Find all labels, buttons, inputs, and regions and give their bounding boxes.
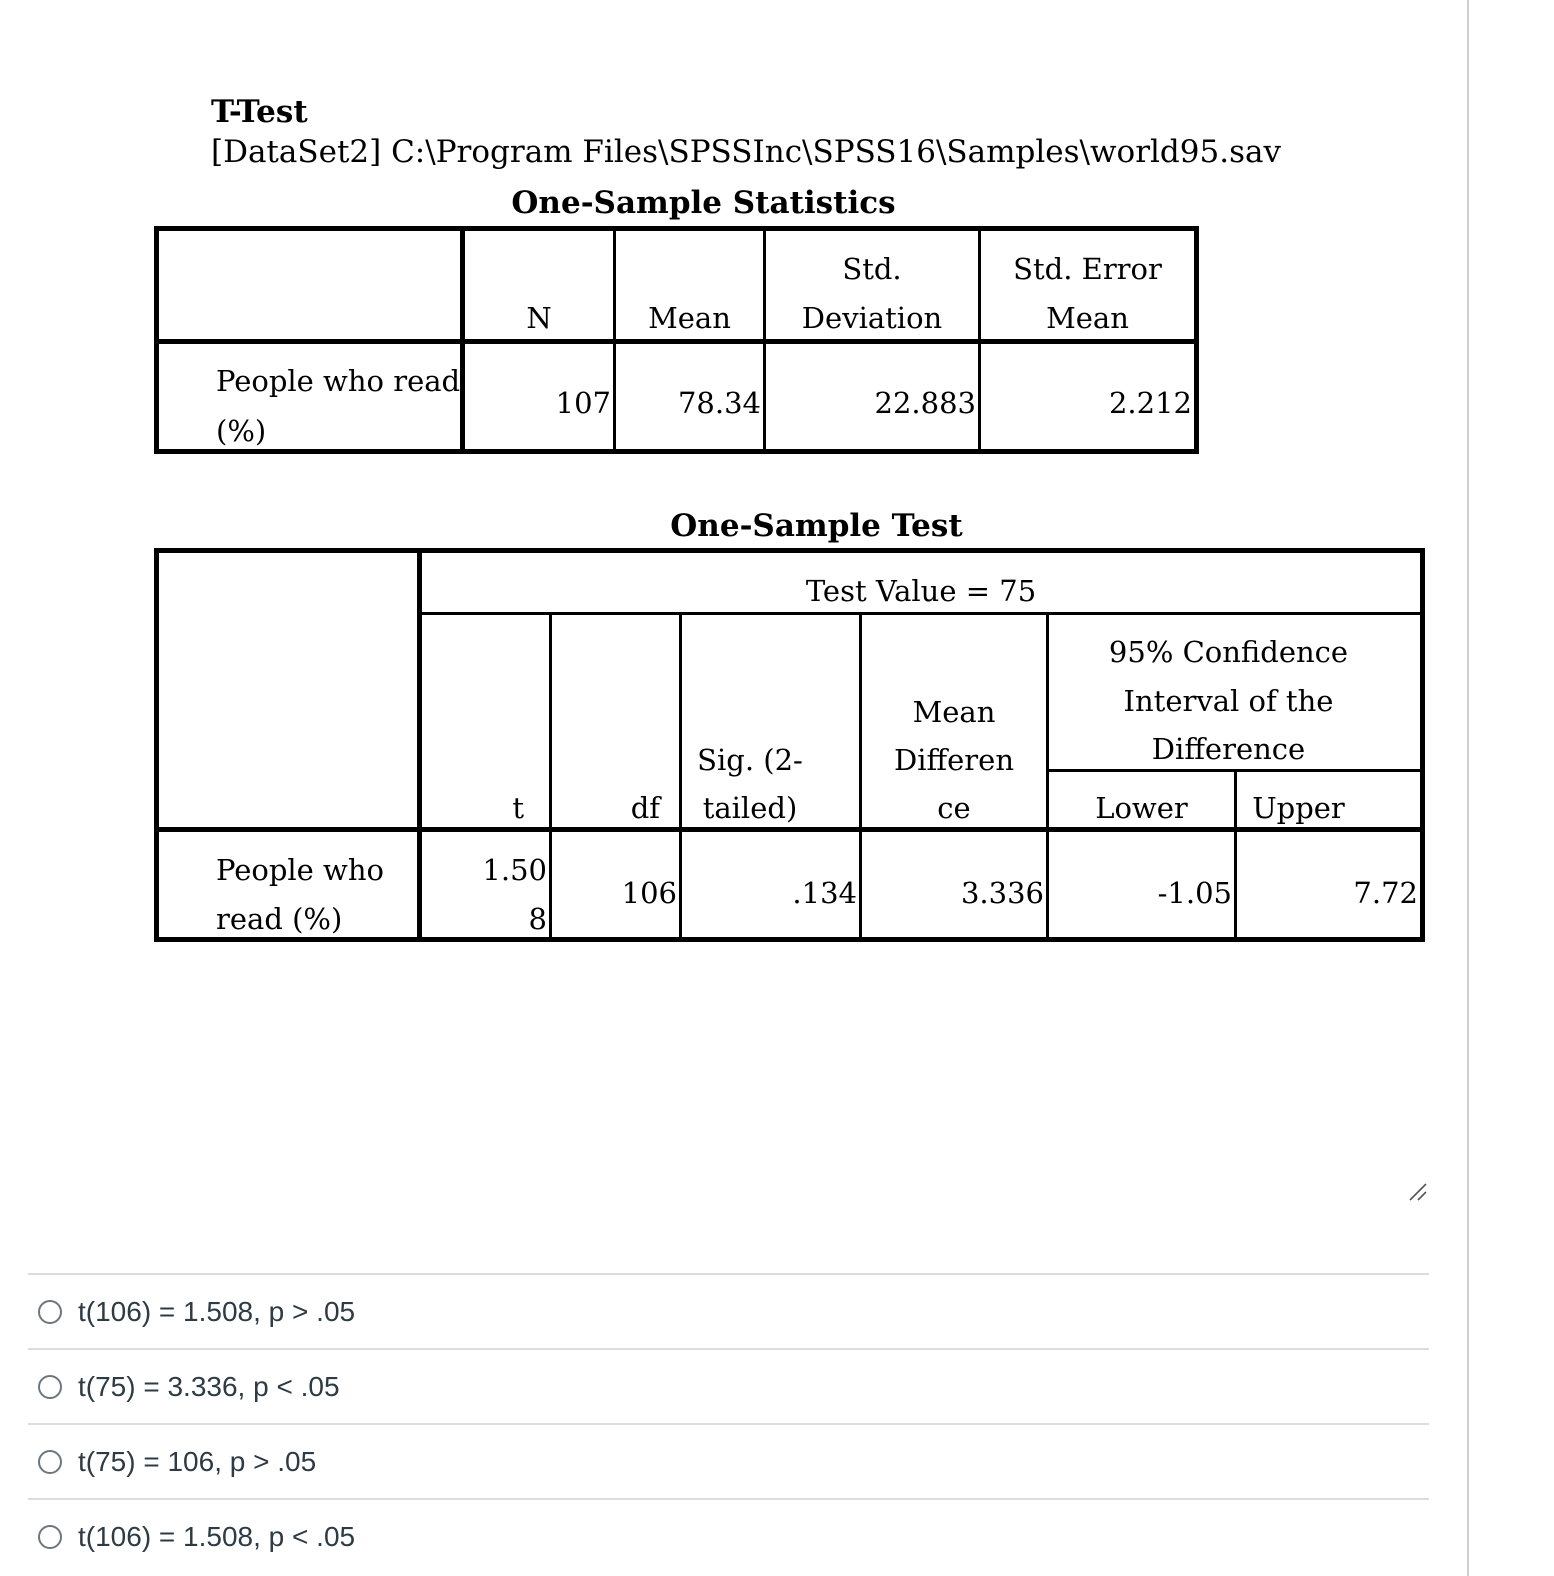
answer-option[interactable]: [28, 1273, 1429, 1348]
col-header-ci-line2: Interval of the: [1123, 684, 1334, 718]
row-label-line1: People who read: [216, 364, 461, 398]
radio-button[interactable]: [38, 1525, 62, 1549]
radio-button[interactable]: [38, 1375, 62, 1399]
col-header-mean-diff-line3: ce: [937, 791, 971, 825]
cell-mean-diff: 3.336: [960, 876, 1044, 910]
row-label-line2: read (%): [216, 902, 343, 936]
output-title: T-Test: [211, 94, 308, 130]
test-table-caption: One-Sample Test: [670, 508, 963, 544]
col-header-sig-line1: Sig. (2-: [697, 743, 803, 777]
col-header-std-dev-line2: Deviation: [801, 301, 943, 335]
col-header-mean-diff-line1: Mean: [912, 695, 996, 729]
cell-std-dev: 22.883: [874, 386, 976, 420]
stats-table: [154, 226, 1199, 454]
radio-button[interactable]: [38, 1450, 62, 1474]
cell-lower: -1.05: [1157, 876, 1232, 910]
col-header-std-dev-line1: Std.: [842, 252, 902, 286]
cell-upper: 7.72: [1353, 876, 1418, 910]
radio-button[interactable]: [38, 1300, 62, 1324]
answer-option[interactable]: [28, 1348, 1429, 1423]
answer-option-label[interactable]: t(106) = 1.508, p > .05: [78, 1296, 356, 1327]
col-header-lower: Lower: [1095, 791, 1188, 825]
answer-option[interactable]: [28, 1423, 1429, 1498]
row-label-line1: People who: [216, 853, 385, 887]
cell-std-err: 2.212: [1108, 386, 1192, 420]
cell-mean: 78.34: [677, 386, 761, 420]
col-header-t: t: [512, 791, 524, 825]
test-value-header: Test Value = 75: [805, 574, 1037, 608]
cell-t-line1: 1.50: [482, 853, 547, 887]
col-header-ci-line3: Difference: [1151, 732, 1306, 766]
cell-t-line2: 8: [528, 902, 547, 936]
resize-handle-icon[interactable]: [1406, 1180, 1428, 1202]
answer-option-label[interactable]: t(75) = 106, p > .05: [78, 1446, 317, 1477]
cell-n: 107: [555, 386, 611, 420]
answer-option-label[interactable]: t(75) = 3.336, p < .05: [78, 1371, 340, 1402]
col-header-std-err-line2: Mean: [1046, 301, 1129, 335]
col-header-std-err-line1: Std. Error: [1013, 252, 1162, 286]
answer-option[interactable]: [28, 1498, 1429, 1573]
col-header-df: df: [630, 791, 660, 825]
col-header-upper: Upper: [1252, 791, 1345, 825]
dataset-path: [DataSet2] C:\Program Files\SPSSInc\SPSS16\Samples\world95.sav: [211, 134, 1281, 170]
col-header-n: N: [526, 301, 552, 335]
cell-df: 106: [621, 876, 677, 910]
answer-options: [28, 1273, 1429, 1573]
col-header-ci-line1: 95% Confidence: [1108, 635, 1349, 669]
col-header-sig-line2: tailed): [702, 791, 798, 825]
stats-table-caption: One-Sample Statistics: [511, 185, 896, 221]
col-header-mean: Mean: [648, 301, 731, 335]
test-table: [154, 548, 1425, 942]
row-label-line2: (%): [216, 414, 267, 448]
answer-option-label[interactable]: t(106) = 1.508, p < .05: [78, 1521, 356, 1552]
content-right-border: [1467, 0, 1469, 1576]
cell-sig: .134: [792, 876, 857, 910]
col-header-mean-diff-line2: Differen: [894, 743, 1014, 777]
